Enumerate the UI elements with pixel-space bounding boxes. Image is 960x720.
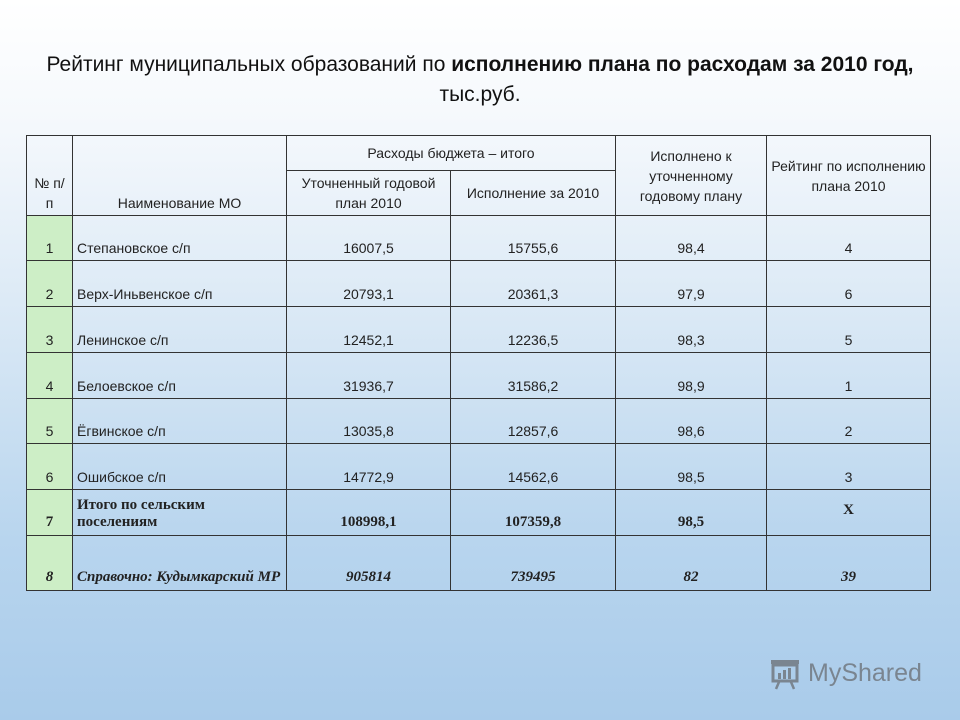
row-pct: 98,6 xyxy=(616,399,767,444)
row-number: 2 xyxy=(27,261,73,307)
table-row xyxy=(27,536,931,591)
table-row xyxy=(27,216,931,261)
row-exec: 739495 xyxy=(451,536,616,591)
row-plan: 13035,8 xyxy=(287,399,451,444)
row-number: 8 xyxy=(27,536,73,591)
row-exec: 15755,6 xyxy=(451,216,616,261)
row-pct: 98,5 xyxy=(616,444,767,490)
row-number: 5 xyxy=(27,399,73,444)
row-rating: Х xyxy=(767,490,931,536)
row-name: Итого по сельским поселениям xyxy=(73,490,287,536)
row-name: Ошибское с/п xyxy=(73,444,287,490)
row-number: 7 xyxy=(27,490,73,536)
row-pct: 98,3 xyxy=(616,307,767,353)
header-pct: Исполнено к уточненному годовому плану xyxy=(616,136,767,216)
header-exec: Исполнение за 2010 xyxy=(451,171,616,216)
row-plan: 14772,9 xyxy=(287,444,451,490)
title-part1: Рейтинг муниципальных образований по xyxy=(46,53,452,76)
table-row xyxy=(27,444,931,490)
row-name: Ёгвинское с/п xyxy=(73,399,287,444)
row-exec: 12236,5 xyxy=(451,307,616,353)
presentation-icon xyxy=(768,656,802,690)
row-rating: 3 xyxy=(767,444,931,490)
row-plan: 31936,7 xyxy=(287,353,451,399)
row-pct: 98,9 xyxy=(616,353,767,399)
rating-table xyxy=(26,135,931,591)
row-plan: 20793,1 xyxy=(287,261,451,307)
row-pct: 98,4 xyxy=(616,216,767,261)
myshared-logo xyxy=(768,656,922,690)
row-rating: 1 xyxy=(767,353,931,399)
row-name: Ленинское с/п xyxy=(73,307,287,353)
row-exec: 31586,2 xyxy=(451,353,616,399)
table-row xyxy=(27,353,931,399)
row-number: 4 xyxy=(27,353,73,399)
row-number: 6 xyxy=(27,444,73,490)
row-exec: 107359,8 xyxy=(451,490,616,536)
header-plan: Уточненный годовой план 2010 xyxy=(287,171,451,216)
row-name: Белоевское с/п xyxy=(73,353,287,399)
row-name: Верх-Иньвенское с/п xyxy=(73,261,287,307)
row-exec: 14562,6 xyxy=(451,444,616,490)
title-units: тыс.руб. xyxy=(439,83,521,106)
row-pct: 97,9 xyxy=(616,261,767,307)
slide-title xyxy=(0,50,960,110)
header-rating: Рейтинг по исполнению плана 2010 xyxy=(767,136,931,216)
row-plan: 12452,1 xyxy=(287,307,451,353)
row-pct: 98,5 xyxy=(616,490,767,536)
row-rating: 2 xyxy=(767,399,931,444)
logo-text: MyShared xyxy=(808,658,922,687)
row-plan: 108998,1 xyxy=(287,490,451,536)
row-number: 3 xyxy=(27,307,73,353)
row-rating: 39 xyxy=(767,536,931,591)
row-plan: 905814 xyxy=(287,536,451,591)
row-exec: 20361,3 xyxy=(451,261,616,307)
row-name: Справочно: Кудымкарский МР xyxy=(73,536,287,591)
row-number: 1 xyxy=(27,216,73,261)
row-exec: 12857,6 xyxy=(451,399,616,444)
row-name: Степановское с/п xyxy=(73,216,287,261)
table-row xyxy=(27,307,931,353)
title-bold-part: исполнению плана по расходам за 2010 год, xyxy=(451,53,914,76)
header-expenses: Расходы бюджета – итого xyxy=(287,136,616,171)
row-plan: 16007,5 xyxy=(287,216,451,261)
row-rating: 5 xyxy=(767,307,931,353)
header-num: № п/п xyxy=(27,136,73,216)
row-pct: 82 xyxy=(616,536,767,591)
row-rating: 4 xyxy=(767,216,931,261)
table-row xyxy=(27,399,931,444)
table-row xyxy=(27,490,931,536)
header-name: Наименование МО xyxy=(73,136,287,216)
table-row xyxy=(27,261,931,307)
row-rating: 6 xyxy=(767,261,931,307)
